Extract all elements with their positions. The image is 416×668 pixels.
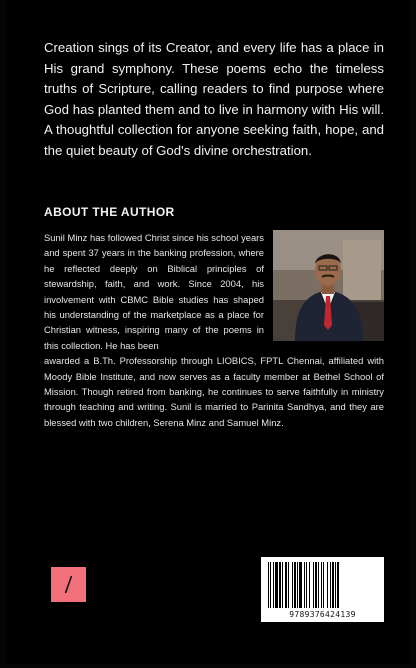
publisher-logo bbox=[51, 567, 86, 602]
author-bio-part-2: awarded a B.Th. Professorship through LIOBICS, FPTL Chennai, affiliated with Moody Bible Institute, and now serves as a faculty member at Bethel School of Mission. Though retired from banking, he continues to serve faithfully in ministry through teaching and writing. Sunil is married to Parinita Sandhya, and they are blessed with two children, Serena Minz and Samuel Minz. bbox=[44, 355, 384, 428]
author-bio bbox=[44, 230, 384, 430]
book-blurb: Creation sings of its Creator, and every life has a place in His grand symphony. These poems echo the timeless truths of Scripture, calling readers to find purpose where God has planted them and to live in harmony with His will. A thoughtful collection for anyone seeking faith, hope, and the quiet beauty of God's divine orchestration. bbox=[44, 40, 384, 158]
isbn-number: 9789376424139 bbox=[289, 610, 356, 619]
barcode-bars bbox=[266, 562, 379, 608]
about-author-heading: ABOUT THE AUTHOR bbox=[44, 205, 175, 219]
author-photo bbox=[273, 230, 384, 341]
author-bio-part-1: Sunil Minz has followed Christ since his school years and spent 37 years in the banking profession, where he reflected deeply on Biblical principles of stewardship, faith, and work. Since 2004, his involvement with CBMC Bible studies has shaped his understanding of the marketplace as a place for Christian witness, inspiring many of the poems in this collection. He has been bbox=[44, 232, 264, 351]
isbn-barcode bbox=[261, 557, 384, 622]
back-cover bbox=[6, 0, 410, 664]
slash-icon bbox=[51, 567, 86, 602]
